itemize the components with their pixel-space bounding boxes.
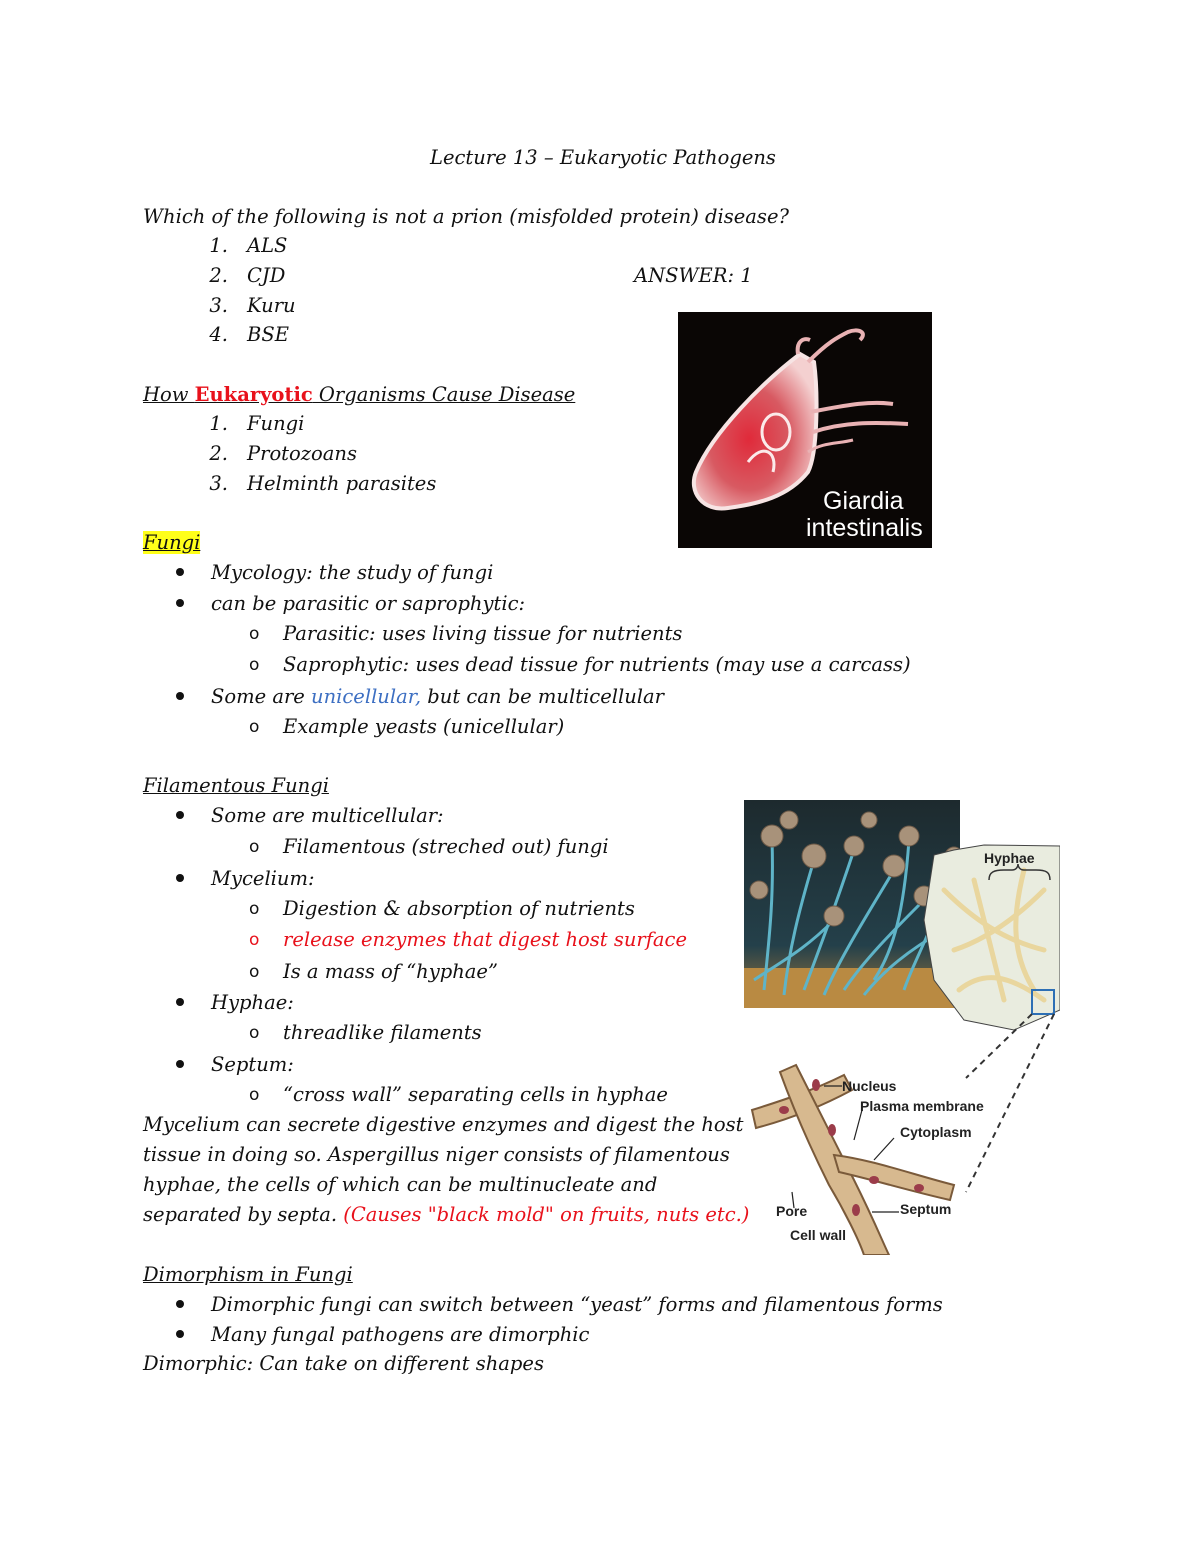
heading-text: How <box>143 383 195 406</box>
bullet-text: Mycology: the study of fungi <box>211 561 494 584</box>
bullet-text: can be parasitic or saprophytic: <box>211 592 526 615</box>
page-title: Lecture 13 – Eukaryotic Pathogens <box>430 146 776 169</box>
bullet-dot <box>176 1060 184 1068</box>
bullet-text <box>211 685 664 709</box>
text: separated by septa. <box>143 1203 344 1226</box>
paragraph-line: hyphae, the cells of which can be multinucleate and <box>143 1173 658 1196</box>
sub-bullet: o <box>249 930 260 950</box>
paragraph-line: tissue in doing so. Aspergillus niger consists of filamentous <box>143 1143 730 1166</box>
paragraph-line: Mycelium can secrete digestive enzymes and digest the host <box>143 1113 744 1136</box>
bullet-text: Many fungal pathogens are dimorphic <box>211 1323 590 1346</box>
sub-bullet-text: threadlike filaments <box>283 1021 482 1044</box>
label-septum: Septum <box>900 1201 952 1217</box>
sub-bullet: o <box>249 837 260 857</box>
option-text: Kuru <box>247 294 296 317</box>
definition-line: Dimorphic: Can take on different shapes <box>143 1352 544 1375</box>
hyphae-illustration <box>744 800 1060 1255</box>
giardia-caption-line1: Giardia <box>823 487 904 515</box>
bullet-dot <box>176 998 184 1006</box>
heading-text: Fungi <box>143 531 201 554</box>
list-number: 3. <box>209 472 228 495</box>
heading-keyword: Eukaryotic <box>194 383 313 406</box>
bullet-text: Some are multicellular: <box>211 804 444 827</box>
option-number: 1. <box>209 234 228 257</box>
label-cell-wall: Cell wall <box>790 1227 847 1243</box>
sub-bullet-text: release enzymes that digest host surface <box>283 928 688 951</box>
list-item: Helminth parasites <box>247 472 437 495</box>
sub-bullet: o <box>249 624 260 644</box>
section-heading-how <box>143 383 575 407</box>
option-text: BSE <box>247 323 289 346</box>
sub-bullet: o <box>249 717 260 737</box>
option-text: CJD <box>247 264 286 287</box>
highlighted-text: (Causes "black mold" on fruits, nuts etc.) <box>343 1203 750 1226</box>
option-number: 2. <box>209 264 228 287</box>
section-heading-fungi <box>143 531 200 555</box>
bullet-dot <box>176 692 184 700</box>
label-hyphae: Hyphae <box>984 850 1035 866</box>
option-text: ALS <box>247 234 288 257</box>
bullet-dot <box>176 1330 184 1338</box>
sub-bullet: o <box>249 899 260 919</box>
list-item: Protozoans <box>247 442 357 465</box>
giardia-image <box>678 312 932 548</box>
option-number: 3. <box>209 294 228 317</box>
bullet-dot <box>176 874 184 882</box>
sub-bullet: o <box>249 655 260 675</box>
bullet-dot <box>176 811 184 819</box>
bullet-dot <box>176 568 184 576</box>
sub-bullet-text: Digestion & absorption of nutrients <box>283 897 635 920</box>
sub-bullet: o <box>249 962 260 982</box>
sub-bullet-text: Saprophytic: uses dead tissue for nutrients (may use a carcass) <box>283 653 911 676</box>
section-heading-dimorphism: Dimorphism in Fungi <box>143 1263 353 1286</box>
bullet-dot <box>176 1300 184 1308</box>
giardia-caption <box>806 488 923 542</box>
giardia-caption-line2: intestinalis <box>806 514 923 542</box>
sub-bullet-text: Is a mass of “hyphae” <box>283 960 498 983</box>
option-number: 4. <box>209 323 228 346</box>
answer-text: ANSWER: 1 <box>634 264 753 287</box>
sub-bullet-text: “cross wall” separating cells in hyphae <box>283 1083 668 1106</box>
list-number: 2. <box>209 442 228 465</box>
heading-text: Organisms Cause Disease <box>312 383 576 406</box>
label-nucleus: Nucleus <box>842 1078 897 1094</box>
bullet-text: Hyphae: <box>211 991 294 1014</box>
sub-bullet-text: Example yeasts (unicellular) <box>283 715 565 738</box>
sub-bullet: o <box>249 1023 260 1043</box>
hyphae-figure <box>744 800 1060 1255</box>
sub-bullet-text: Filamentous (streched out) fungi <box>283 835 609 858</box>
bullet-dot <box>176 599 184 607</box>
bullet-text: Dimorphic fungi can switch between “yeast” forms and filamentous forms <box>211 1293 943 1316</box>
question-prompt: Which of the following is not a prion (misfolded protein) disease? <box>143 205 789 228</box>
list-number: 1. <box>209 412 228 435</box>
sub-bullet: o <box>249 1085 260 1105</box>
label-plasma-membrane: Plasma membrane <box>860 1098 984 1114</box>
label-cytoplasm: Cytoplasm <box>900 1124 972 1140</box>
text: Some are <box>211 685 312 708</box>
text: but can be multicellular <box>421 685 664 708</box>
label-pore: Pore <box>776 1203 808 1219</box>
section-heading-filamentous: Filamentous Fungi <box>143 774 329 797</box>
highlighted-text: unicellular, <box>311 685 422 708</box>
sub-bullet-text: Parasitic: uses living tissue for nutrients <box>283 622 683 645</box>
bullet-text: Septum: <box>211 1053 294 1076</box>
bullet-text: Mycelium: <box>211 867 315 890</box>
paragraph-line <box>143 1203 749 1227</box>
list-item: Fungi <box>247 412 305 435</box>
